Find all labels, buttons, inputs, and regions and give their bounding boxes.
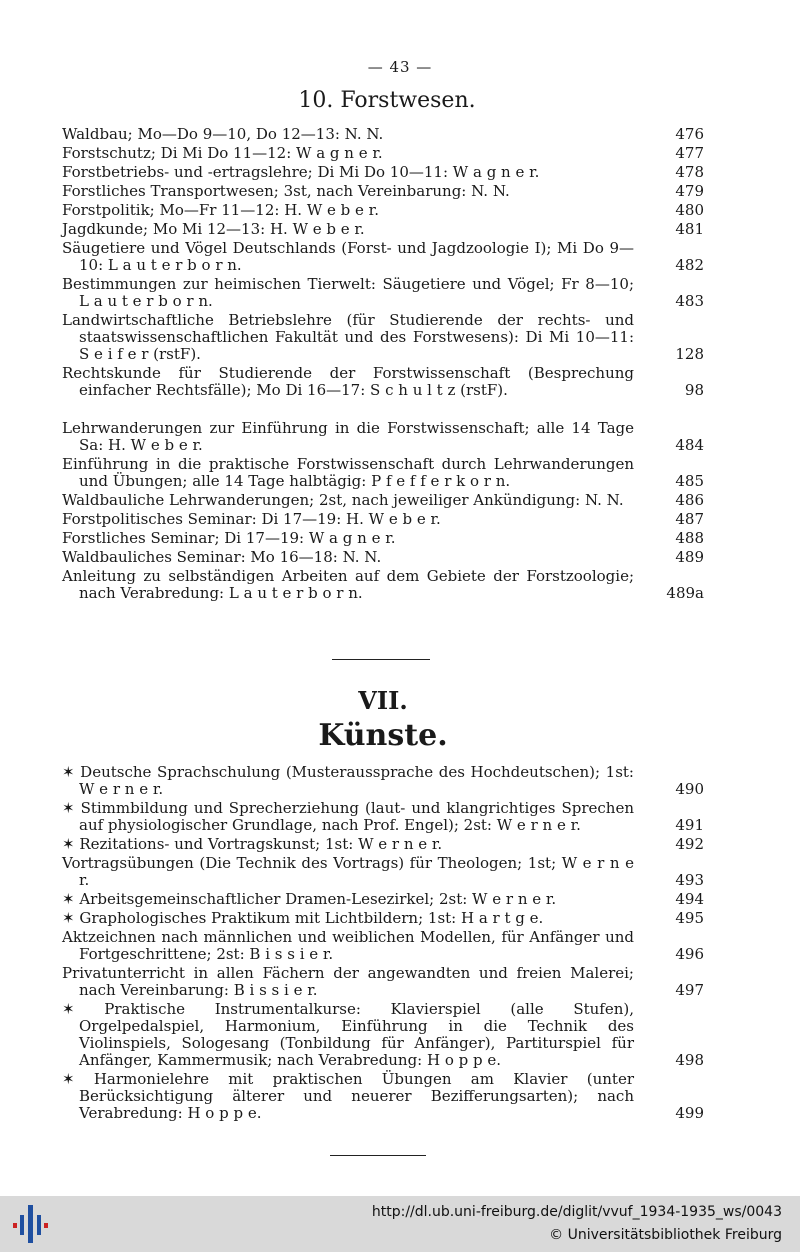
- course-entry: [62, 964, 704, 999]
- course-text: Landwirtschaftliche Betriebslehre (für Studierende der rechts- und staatswissenschaftlichen Fakultät und des Forstwesens): Di Mi 10—11: S e i f e r (rstF).: [62, 311, 634, 363]
- course-entry: [62, 909, 704, 927]
- copyright-text: © Universitätsbibliothek Freiburg: [549, 1227, 782, 1243]
- course-entry: [62, 364, 704, 399]
- course-entry: [62, 419, 704, 454]
- course-entry: [62, 220, 704, 238]
- course-text: ✶ Praktische Instrumentalkurse: Klavierspiel (alle Stufen), Orgelpedalspiel, Harmonium, Einführung in die Technik des Violinspiels, Sologesang (Tonbildung für Anfänger), Partiturspiel für Anfänger, Kammermusik; nach Verabredung: H o p p e.: [62, 1000, 634, 1069]
- course-number: 496: [675, 945, 704, 963]
- forst-course-list-2: [62, 419, 704, 604]
- course-text: Lehrwanderungen zur Einführung in die Forstwissenschaft; alle 14 Tage Sa: H. W e b e r.: [62, 419, 634, 454]
- course-entry: [62, 890, 704, 908]
- course-text: Einführung in die praktische Forstwissenschaft durch Lehrwanderungen und Übungen; alle 14 Tage halbtägig: P f e f f e r k o r n.: [62, 455, 634, 490]
- course-entry: [62, 763, 704, 798]
- course-text: Aktzeichnen nach männlichen und weiblichen Modellen, für Anfänger und Fortgeschrittene; 2st: B i s s i e r.: [62, 928, 634, 963]
- course-text: ✶ Arbeitsgemeinschaftlicher Dramen-Lesezirkel; 2st: W e r n e r.: [62, 890, 557, 908]
- course-text: ✶ Graphologisches Praktikum mit Lichtbildern; 1st: H a r t g e.: [62, 909, 544, 927]
- course-number: 128: [675, 345, 704, 363]
- course-number: 498: [675, 1051, 704, 1069]
- part-numeral: VII.: [358, 686, 408, 715]
- course-entry: [62, 125, 704, 143]
- course-text: ✶ Deutsche Sprachschulung (Musteraussprache des Hochdeutschen); 1st: W e r n e r.: [62, 763, 634, 798]
- course-number: 495: [675, 909, 704, 927]
- course-entry: [62, 1000, 704, 1069]
- course-text: Anleitung zu selbständigen Arbeiten auf dem Gebiete der Forstzoologie; nach Verabredung: L a u t e r b o r n.: [62, 567, 634, 602]
- course-number: 494: [675, 890, 704, 908]
- course-entry: [62, 548, 704, 566]
- course-number: 481: [675, 220, 704, 238]
- course-text: Forstpolitik; Mo—Fr 11—12: H. W e b e r.: [62, 201, 379, 219]
- course-text: Forstliches Seminar; Di 17—19: W a g n e r.: [62, 529, 396, 547]
- course-number: 476: [675, 125, 704, 143]
- course-entry: [62, 1070, 704, 1122]
- course-number: 489: [675, 548, 704, 566]
- page-number: — 43 —: [367, 58, 433, 76]
- course-entry: [62, 239, 704, 274]
- end-divider: [330, 1155, 426, 1156]
- course-entry: [62, 144, 704, 162]
- course-number: 484: [675, 436, 704, 454]
- course-entry: [62, 510, 704, 528]
- course-text: Waldbau; Mo—Do 9—10, Do 12—13: N. N.: [62, 125, 384, 143]
- course-number: 491: [675, 816, 704, 834]
- course-entry: [62, 201, 704, 219]
- footer-bar: [0, 1196, 800, 1252]
- course-entry: [62, 854, 704, 889]
- course-number: 485: [675, 472, 704, 490]
- course-entry: [62, 799, 704, 834]
- source-url-link[interactable]: http://dl.ub.uni-freiburg.de/diglit/vvuf_1934-1935_ws/0043: [371, 1204, 782, 1220]
- course-number: 482: [675, 256, 704, 274]
- course-number: 480: [675, 201, 704, 219]
- course-number: 486: [675, 491, 704, 509]
- course-number: 488: [675, 529, 704, 547]
- course-entry: [62, 163, 704, 181]
- course-text: Waldbauliches Seminar: Mo 16—18: N. N.: [62, 548, 382, 566]
- course-text: Forstpolitisches Seminar: Di 17—19: H. W e b e r.: [62, 510, 441, 528]
- course-number: 497: [675, 981, 704, 999]
- course-entry: [62, 529, 704, 547]
- course-text: Forstliches Transportwesen; 3st, nach Vereinbarung: N. N.: [62, 182, 510, 200]
- part-title: Künste.: [318, 718, 448, 753]
- course-entry: [62, 928, 704, 963]
- course-number: 499: [675, 1104, 704, 1122]
- course-text: Privatunterricht in allen Fächern der angewandten und freien Malerei; nach Vereinbarung: B i s s i e r.: [62, 964, 634, 999]
- course-entry: [62, 275, 704, 310]
- course-text: ✶ Rezitations- und Vortragskunst; 1st: W e r n e r.: [62, 835, 443, 853]
- course-number: 489a: [666, 584, 704, 602]
- course-text: ✶ Stimmbildung und Sprecherziehung (laut- und klangrichtiges Sprechen auf physiologischer Grundlage, nach Prof. Engel); 2st: W e r n e r.: [62, 799, 634, 834]
- course-text: Rechtskunde für Studierende der Forstwissenschaft (Besprechung einfacher Rechtsfälle); Mo Di 16—17: S c h u l t z (rstF).: [62, 364, 634, 399]
- library-logo-icon: [10, 1201, 50, 1247]
- course-text: Bestimmungen zur heimischen Tierwelt: Säugetiere und Vögel; Fr 8—10; L a u t e r b o r n.: [62, 275, 634, 310]
- course-number: 477: [675, 144, 704, 162]
- course-number: 478: [675, 163, 704, 181]
- course-number: 493: [675, 871, 704, 889]
- forst-course-list-1: [62, 125, 704, 401]
- course-text: Forstbetriebs- und -ertragslehre; Di Mi Do 10—11: W a g n e r.: [62, 163, 540, 181]
- course-number: 492: [675, 835, 704, 853]
- section-title: 10. Forstwesen.: [298, 88, 476, 113]
- kunste-course-list: [62, 763, 704, 1124]
- course-number: 98: [684, 381, 704, 399]
- course-text: Forstschutz; Di Mi Do 11—12: W a g n e r.: [62, 144, 383, 162]
- section-divider: [332, 659, 430, 660]
- course-entry: [62, 567, 704, 602]
- course-entry: [62, 455, 704, 490]
- course-number: 490: [675, 780, 704, 798]
- course-text: Vortragsübungen (Die Technik des Vortrags) für Theologen; 1st; W e r n e r.: [62, 854, 634, 889]
- course-entry: [62, 182, 704, 200]
- course-number: 487: [675, 510, 704, 528]
- course-entry: [62, 491, 704, 509]
- course-text: Säugetiere und Vögel Deutschlands (Forst- und Jagdzoologie I); Mi Do 9—10: L a u t e r b o r n.: [62, 239, 634, 274]
- course-number: 479: [675, 182, 704, 200]
- course-entry: [62, 311, 704, 363]
- course-text: Jagdkunde; Mo Mi 12—13: H. W e b e r.: [62, 220, 365, 238]
- course-text: Waldbauliche Lehrwanderungen; 2st, nach jeweiliger Ankündigung: N. N.: [62, 491, 624, 509]
- course-text: ✶ Harmonielehre mit praktischen Übungen am Klavier (unter Berücksichtigung älterer und neuerer Bezifferungsarten); nach Verabredung: H o p p e.: [62, 1070, 634, 1122]
- course-number: 483: [675, 292, 704, 310]
- course-entry: [62, 835, 704, 853]
